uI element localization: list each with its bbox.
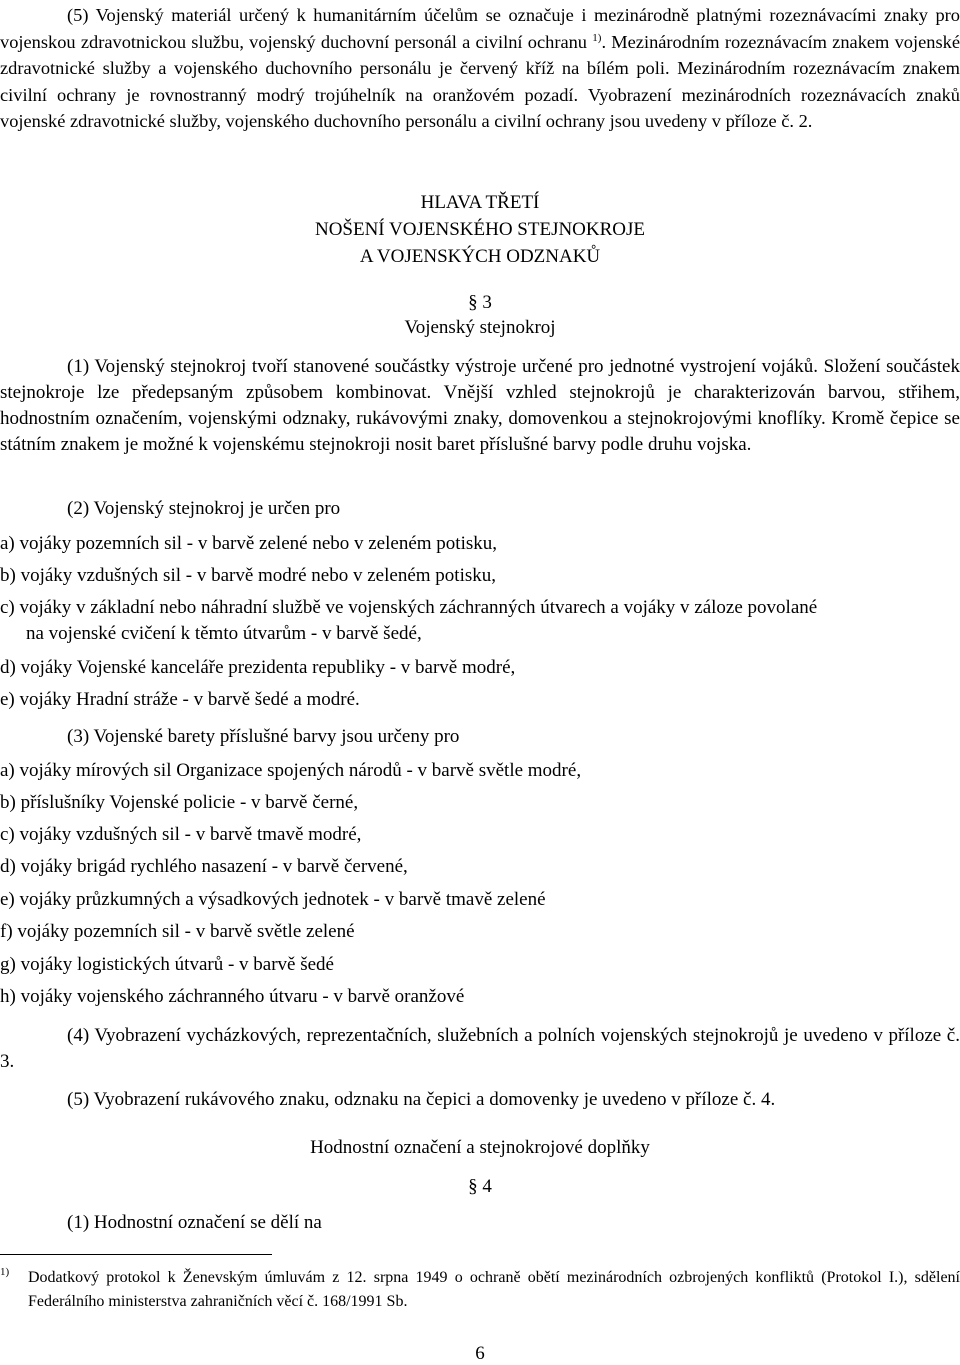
footnote-reference: 1) — [592, 31, 602, 44]
chapter-title-line2: A VOJENSKÝCH ODZNAKŮ — [359, 246, 601, 267]
section4-number: § 4 — [468, 1176, 492, 1197]
list-item: b) vojáky vzdušných sil - v barvě modré nebo v zeleném potisku, — [0, 565, 496, 586]
section3-paragraph-1: (1) Vojenský stejnokroj tvoří stanovené součástky výstroje určené pro jednotné vystrojení vojáků. Složení součástek stejnokroje lze předepsaným způsobem kombinovat. Vnější vzhled stejnokrojů je charakterizován barvou, střihem, hodnostním označením, vojenskými odznaky, rukávovými znaky, domovenkou a stejnokrojovými knoflíky. Kromě čepice se státním znakem je možné k vojenskému stejnokroji nosit baret příslušné barvy podle druhu vojska. — [0, 356, 960, 455]
intro-text: (5) Vojenský materiál určený k humanitárním účelům se označuje i mezinárodně platnými rozeznávacími znaky pro vojenskou zdravotnickou službu, vojenský duchovní personál a civilní ochranu — [0, 5, 960, 52]
list-item: e) vojáky průzkumných a výsadkových jednotek - v barvě tmavě zelené — [0, 889, 546, 910]
section3-paragraph-5: (5) Vyobrazení rukávového znaku, odznaku na čepici a domovenky je uvedeno v příloze č. 4. — [67, 1089, 776, 1110]
section-number: § 3 — [468, 292, 492, 313]
chapter-heading: HLAVA TŘETÍ — [420, 192, 540, 213]
list-item: g) vojáky logistických útvarů - v barvě šedé — [0, 954, 334, 975]
section3-paragraph-2: (2) Vojenský stejnokroj je určen pro — [67, 498, 341, 519]
list-item: d) vojáky Vojenské kanceláře prezidenta republiky - v barvě modré, — [0, 657, 516, 678]
section4-title: Hodnostní označení a stejnokrojové doplňky — [310, 1137, 650, 1158]
list-item-continuation — [0, 618, 960, 650]
footnote-divider — [0, 1254, 272, 1255]
list-item: d) vojáky brigád rychlého nasazení - v barvě červené, — [0, 856, 408, 877]
list-item: c) vojáky vzdušných sil - v barvě tmavě modré, — [0, 824, 362, 845]
footnote — [0, 1266, 960, 1314]
page-number: 6 — [475, 1343, 485, 1364]
intro-paragraph — [0, 2, 960, 135]
list-item: e) vojáky Hradní stráže - v barvě šedé a modré. — [0, 689, 360, 710]
list-item-text: c) vojáky v základní nebo náhradní službě ve vojenských záchranných útvarech a vojáky v záloze povolané — [0, 597, 818, 618]
list-item: a) vojáky mírových sil Organizace spojených národů - v barvě světle modré, — [0, 760, 582, 781]
footnote-mark: 1) — [0, 1266, 10, 1278]
list-item: a) vojáky pozemních sil - v barvě zelené nebo v zeleném potisku, — [0, 533, 497, 554]
section3-paragraph-4: (4) Vyobrazení vycházkových, reprezentačních, služebních a polních vojenských stejnokrojů je uvedeno v příloze č. 3. — [0, 1025, 960, 1072]
section4-paragraph-1: (1) Hodnostní označení se dělí na — [67, 1212, 322, 1233]
list-item-text: na vojenské cvičení k těmto útvarům - v barvě šedé, — [26, 623, 422, 644]
footnote-text: Dodatkový protokol k Ženevským úmluvám z 12. srpna 1949 o ochraně obětí mezinárodních ozbrojených konfliktů (Protokol I.), sdělení Federálního ministerstva zahraničních věcí č. 168/1991 Sb. — [28, 1269, 960, 1310]
section3-paragraph-3: (3) Vojenské barety příslušné barvy jsou určeny pro — [67, 726, 460, 747]
section-title: Vojenský stejnokroj — [404, 317, 556, 338]
chapter-title-line1: NOŠENÍ VOJENSKÉHO STEJNOKROJE — [314, 219, 646, 240]
list-item: b) příslušníky Vojenské policie - v barvě černé, — [0, 792, 359, 813]
list-item: f) vojáky pozemních sil - v barvě světle zelené — [0, 921, 355, 942]
intro-text-continued: . Mezinárodním rozeznávacím znakem vojenské zdravotnické služby a vojenského duchovního personálu je červený kříž na bílém poli. Mezinárodním rozeznávacím znakem civilní ochrany je rovnostranný modrý trojúhelník na oranžovém pozadí. Vyobrazení mezinárodních rozeznávacích znaků vojenské zdravotnické služby, vojenského duchovního personálu a civilní ochrany jsou uvedeny v příloze č. 2. — [0, 31, 960, 131]
list-item: h) vojáky vojenského záchranného útvaru - v barvě oranžové — [0, 986, 465, 1007]
